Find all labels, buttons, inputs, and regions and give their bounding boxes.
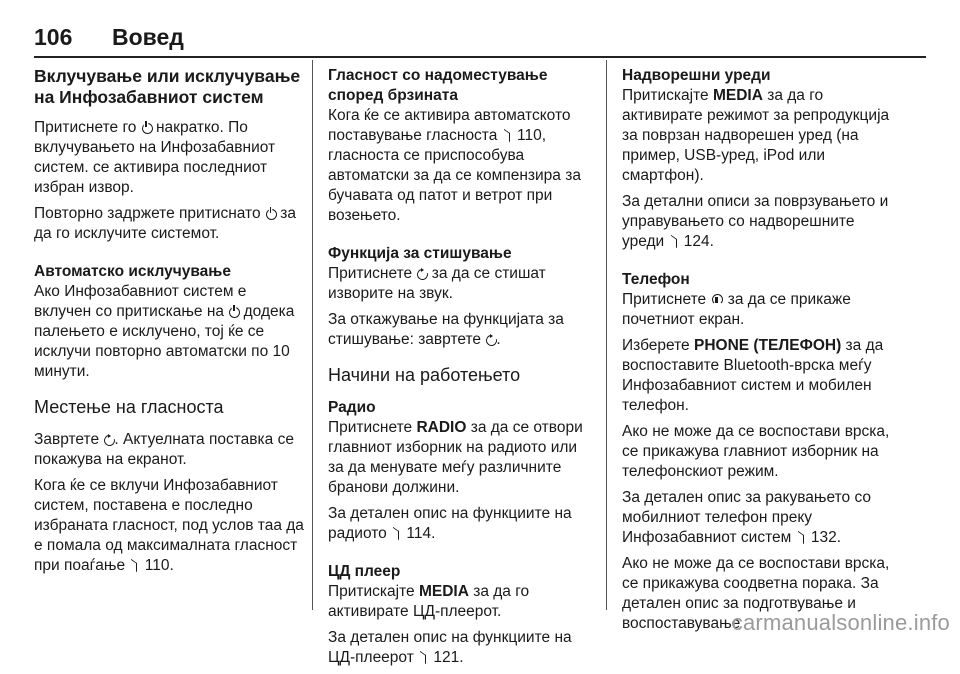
heading-mute: Функција за стишување (328, 245, 512, 262)
paragraph: За откажување на функцијата за стишување: завртете . (328, 311, 564, 348)
radio-key-label: RADIO (416, 419, 467, 436)
paragraph: Притискајте MEDIA за да го активирате ЦД-плеерот. (328, 583, 530, 620)
heading-phone: Телефон (622, 271, 690, 288)
heading-speed-volume: Гласност со надоместување според брзината (328, 67, 548, 104)
paragraph: Кога ќе се активира автоматското поставување гласноста 110, гласноста се приспособува автоматски за да се компензира за бучавата од патот и ветрот при возењето. (328, 107, 581, 224)
power-icon (141, 121, 152, 133)
column-2 (328, 66, 596, 674)
page-number: 106 (34, 24, 73, 50)
section-title: Вовед (112, 24, 184, 50)
watermark: carmanualsonline.info (731, 610, 950, 635)
paragraph: Притискајте MEDIA за да го активирате режимот за репродукција за поврзан надворешен уред (на пример, USB-уред, iPod или смартфон). (622, 87, 890, 184)
heading-cd-player: ЦД плеер (328, 563, 401, 580)
page-reference-icon (393, 528, 400, 538)
paragraph: Притиснете го накратко. По вклучувањето на Инфозабавниот систем. се активира последниот избран извор. (34, 119, 276, 196)
header-rule (34, 56, 926, 58)
volume-knob-icon (485, 333, 496, 345)
paragraph: Притиснете за да се прикаже почетниот екран. (622, 291, 851, 328)
paragraph: Ако Инфозабавниот систем е вклучен со притискање на додека палењето е исклучено, тој ќе се исклучи повторно автоматски по 10 минути. (34, 283, 295, 380)
home-icon (710, 293, 723, 305)
paragraph: Изберете PHONE (ТЕЛЕФОН) за да воспоставите Bluetooth-врска меѓу Инфозабавниот систем и мобилен телефон. (622, 337, 884, 414)
phone-key-label: PHONE (ТЕЛЕФОН) (693, 337, 842, 354)
heading-radio: Радио (328, 399, 376, 416)
heading-external-devices: Надворешни уреди (622, 67, 771, 84)
paragraph: Завртете . Актуелната поставка се покажува на екранот. (34, 431, 294, 468)
column-1 (34, 66, 306, 582)
power-icon (265, 207, 276, 219)
column-3 (622, 66, 892, 640)
paragraph: За детален опис за ракувањето со мобилниот телефон преку Инфозабавниот систем 132. (622, 489, 871, 546)
page-reference-icon (798, 532, 805, 542)
paragraph: Повторно задржете притиснато за да го исклучите системот. (34, 205, 296, 242)
page-reference-icon (671, 236, 678, 246)
media-key-label: MEDIA (418, 583, 469, 600)
paragraph: За детален опис на функциите на ЦД-плеерот 121. (328, 629, 572, 666)
heading-on-off: Вклучување или исклучување на Инфозабавниот систем (34, 66, 301, 107)
heading-operating-modes: Начини на работењето (328, 365, 521, 385)
heading-volume: Местење на гласноста (34, 397, 224, 417)
power-icon (228, 305, 239, 317)
paragraph: Ако не може да се воспостави врска, се прикажува главниот изборник на телефонскиот режим. (622, 423, 890, 480)
page-reference-icon (131, 560, 138, 570)
paragraph: За детален опис на функциите на радиото 114. (328, 505, 572, 542)
paragraph: Ако не може да се воспостави врска, се прикажува соодветна порака. За детален опис за подготвување и воспоставување (622, 555, 890, 632)
page-header (34, 22, 926, 56)
heading-auto-off: Автоматско исклучување (34, 263, 231, 280)
paragraph: Кога ќе се вклучи Инфозабавниот систем, поставена е последно избраната гласност, под услов таа да е помала од максималната гласност при поаѓање 110. (34, 477, 304, 574)
volume-knob-icon (416, 267, 427, 279)
paragraph: За детални описи за поврзувањето и управувањето со надворешните уреди 124. (622, 193, 889, 250)
page-reference-icon (420, 652, 427, 662)
volume-knob-icon (103, 433, 114, 445)
column-divider (312, 60, 313, 610)
column-divider (606, 60, 607, 610)
paragraph: Притиснете RADIO за да се отвори главниот изборник на радиото или за да менувате меѓу различните бранови должини. (328, 419, 583, 496)
page-reference-icon (504, 130, 511, 140)
paragraph: Притиснете за да се стишат изворите на звук. (328, 265, 546, 302)
media-key-label: MEDIA (712, 87, 763, 104)
